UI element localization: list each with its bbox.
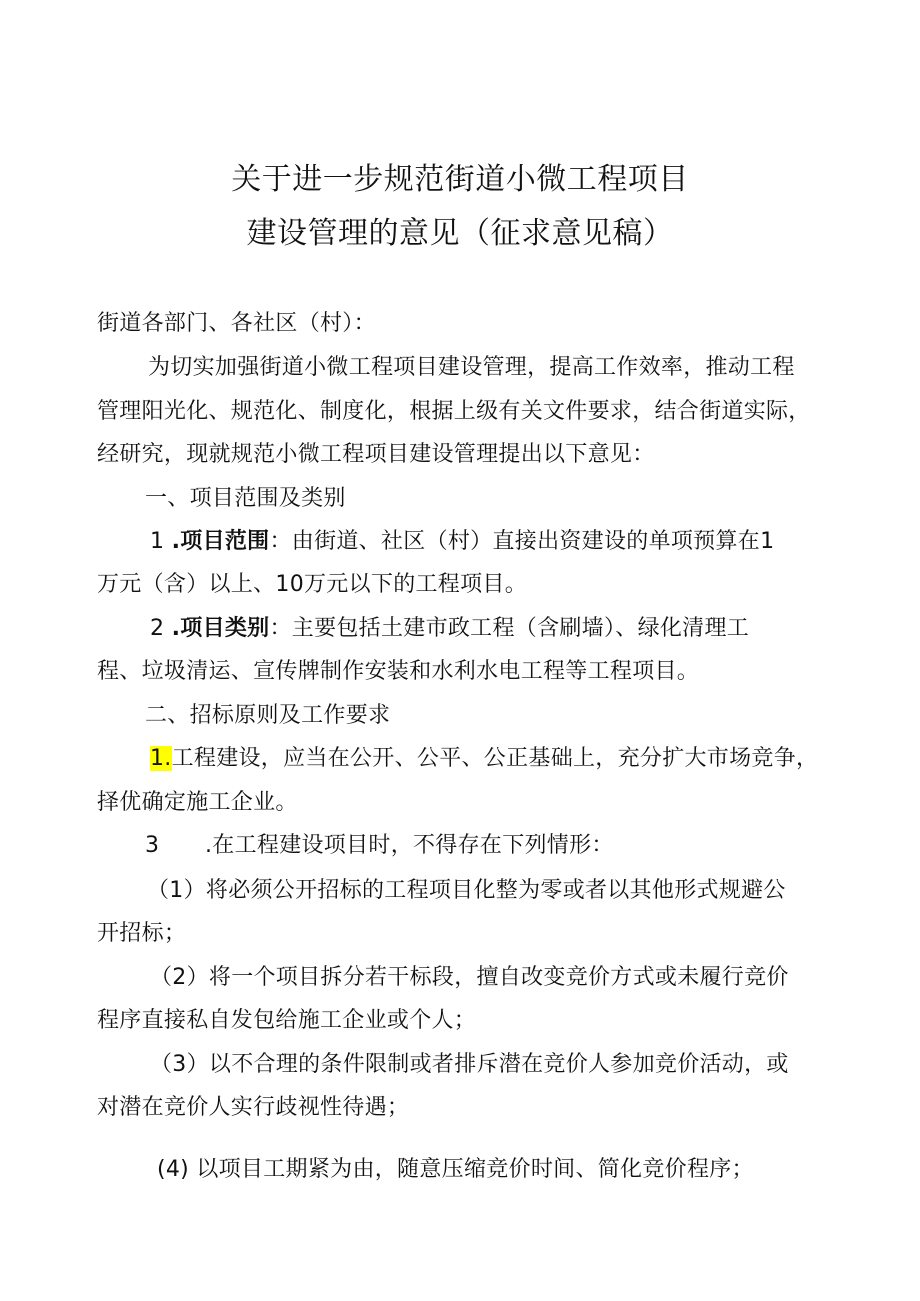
case-3-line-1: （3）以不合理的条件限制或者排斥潜在竞价人参加竞价活动，或: [150, 1052, 789, 1077]
intro-paragraph-line-1: 为切实加强街道小微工程项目建设管理，提高工作效率，推动工程: [148, 355, 795, 380]
section-2-item-3-text: .在工程建设项目时，不得存在下列情形：: [205, 833, 614, 858]
item-label: .项目类别: [171, 616, 270, 641]
case-2-line-1: （2）将一个项目拆分若干标段，擅自改变竞价方式或未履行竞价: [150, 965, 789, 990]
salutation: 街道各部门、各社区（村）：: [97, 311, 376, 336]
highlighted-item-number: 1.: [150, 746, 172, 771]
item-text: 工程建设，应当在公开、公平、公正基础上，充分扩大市场竞争，: [171, 746, 819, 771]
section-1-item-1-line-1: [150, 527, 774, 557]
section-2-item-1-line-1: [150, 744, 818, 774]
item-text: ：主要包括土建市政工程（含刷墙）、绿化清理工: [269, 616, 750, 641]
intro-paragraph-line-2: 管理阳光化、规范化、制度化，根据上级有关文件要求，结合街道实际，: [97, 399, 811, 424]
section-1-item-1-line-2: 万元（含）以上、10万元以下的工程项目。: [97, 572, 527, 597]
item-number: 1: [150, 529, 165, 554]
case-1-line-2: 开招标；: [97, 921, 187, 946]
intro-paragraph-line-3: 经研究，现就规范小微工程项目建设管理提出以下意见：: [97, 442, 655, 467]
section-2-item-1-line-2: 择优确定施工企业。: [97, 790, 298, 815]
case-1-line-1: （1）将必须公开招标的工程项目化整为零或者以其他形式规避公: [147, 878, 786, 903]
section-2-heading: 二、招标原则及工作要求: [145, 703, 391, 728]
document-title-line-2: 建设管理的意见（征求意见稿）: [246, 216, 674, 251]
case-4-line-1: (4) 以项目工期紧为由，随意压缩竞价时间、简化竞价程序；: [157, 1157, 754, 1182]
item-label: .项目范围: [171, 529, 270, 554]
case-3-line-2: 对潜在竞价人实行歧视性待遇；: [97, 1095, 410, 1120]
section-2-item-3-number: 3: [145, 833, 160, 858]
document-title-line-1: 关于进一步规范街道小微工程项目: [231, 162, 689, 197]
section-1-item-2-line-1: [150, 614, 749, 644]
section-1-heading: 一、项目范围及类别: [145, 486, 346, 511]
item-number: 2: [150, 616, 165, 641]
item-text: ：由街道、社区（村）直接出资建设的单项预算在1: [269, 529, 775, 554]
section-1-item-2-line-2: 程、垃圾清运、宣传牌制作安装和水利水电工程等工程项目。: [97, 659, 700, 684]
case-2-line-2: 程序直接私自发包给施工企业或个人；: [97, 1008, 477, 1033]
